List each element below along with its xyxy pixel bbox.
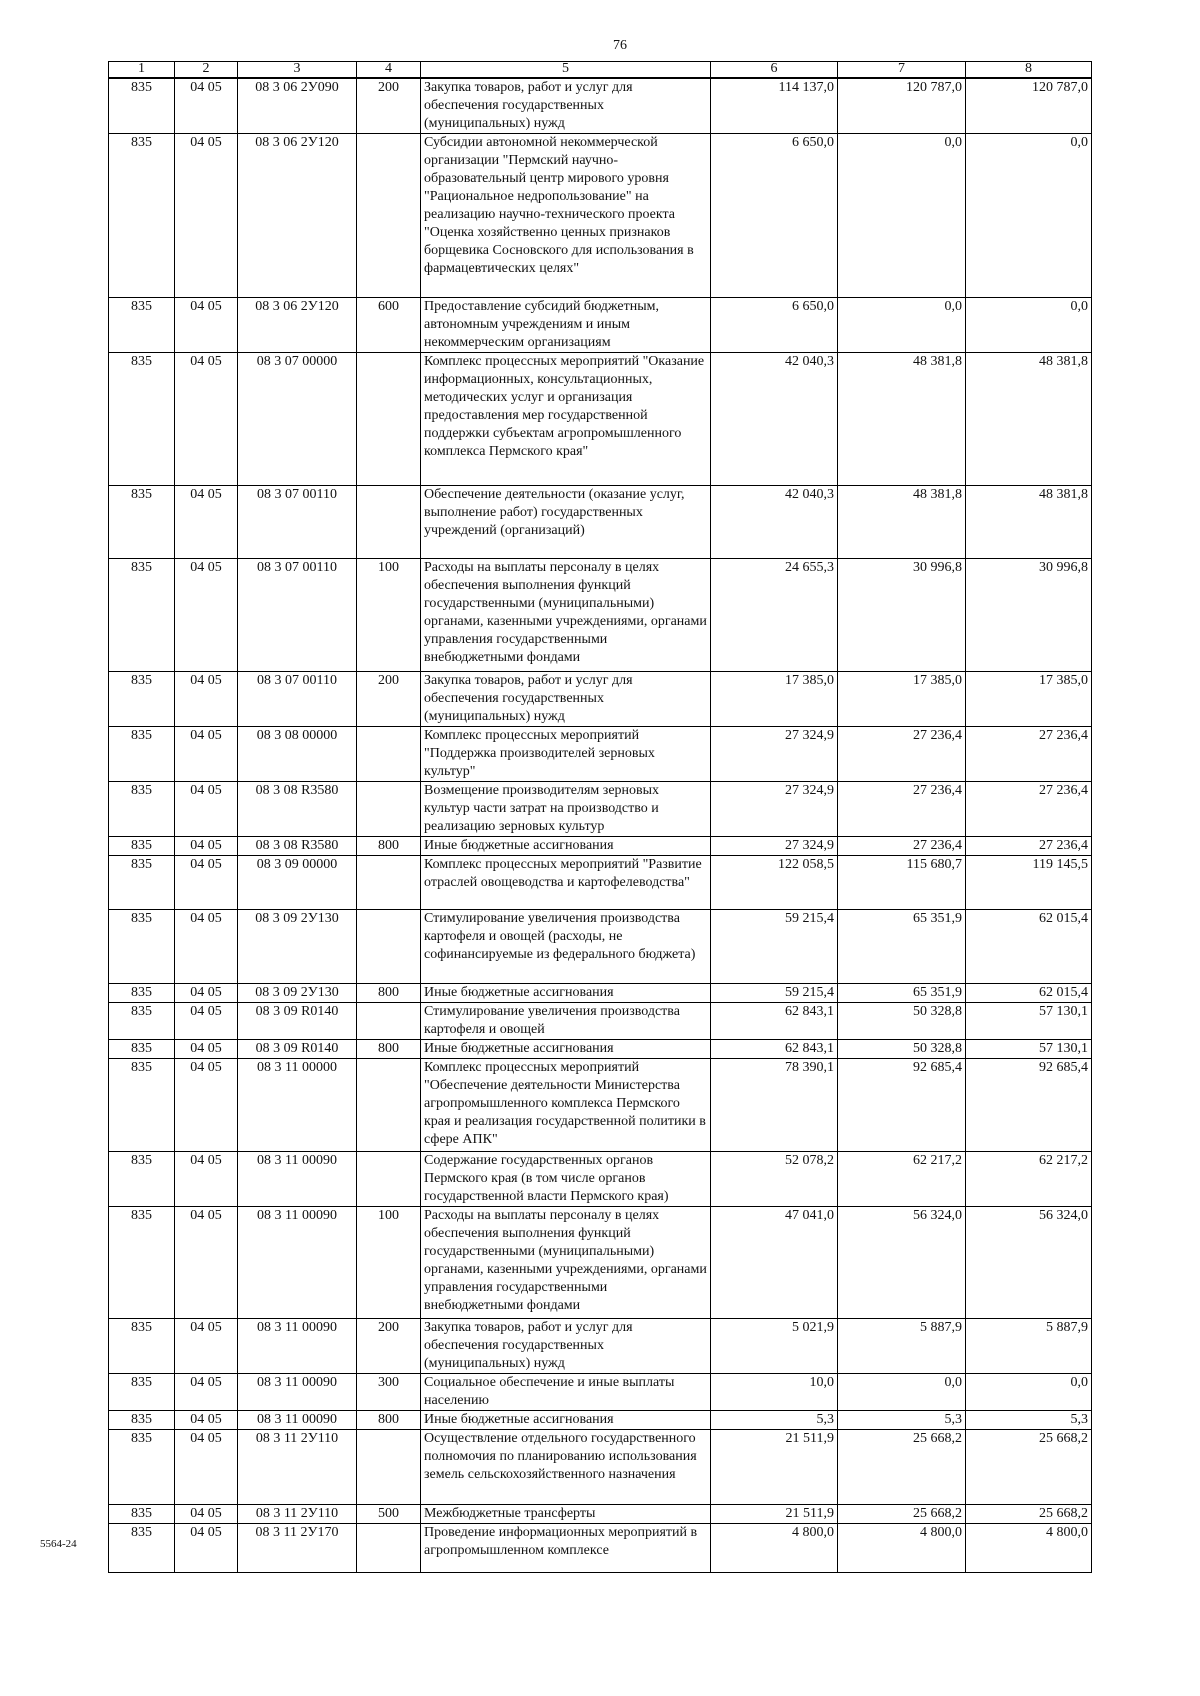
cell-admin-code: 835 <box>109 984 175 1003</box>
cell-amount-col8: 27 236,4 <box>966 837 1092 856</box>
cell-target-article: 08 3 11 00000 <box>238 1059 357 1152</box>
table-row <box>109 984 1092 1003</box>
column-header: 7 <box>838 62 966 79</box>
cell-amount-col8: 62 015,4 <box>966 984 1092 1003</box>
cell-expense-type <box>357 1059 421 1152</box>
cell-section-code: 04 05 <box>175 1003 238 1040</box>
cell-admin-code: 835 <box>109 1505 175 1524</box>
column-header: 6 <box>711 62 838 79</box>
cell-amount-col6: 52 078,2 <box>711 1152 838 1207</box>
cell-amount-col7: 5 887,9 <box>838 1319 966 1374</box>
table-row <box>109 1152 1092 1207</box>
cell-target-article: 08 3 09 00000 <box>238 856 357 910</box>
column-header: 8 <box>966 62 1092 79</box>
cell-amount-col7: 0,0 <box>838 134 966 298</box>
cell-admin-code: 835 <box>109 782 175 837</box>
cell-name: Предоставление субсидий бюджетным, автономным учреждениям и иным некоммерческим организациям <box>421 298 711 353</box>
column-header: 2 <box>175 62 238 79</box>
cell-expense-type <box>357 1430 421 1505</box>
table-row <box>109 782 1092 837</box>
cell-admin-code: 835 <box>109 353 175 486</box>
column-header: 4 <box>357 62 421 79</box>
budget-table <box>108 61 1092 1573</box>
cell-section-code: 04 05 <box>175 353 238 486</box>
cell-admin-code: 835 <box>109 672 175 727</box>
cell-expense-type: 800 <box>357 1411 421 1430</box>
cell-section-code: 04 05 <box>175 856 238 910</box>
cell-expense-type <box>357 134 421 298</box>
cell-target-article: 08 3 11 2У110 <box>238 1505 357 1524</box>
cell-section-code: 04 05 <box>175 1505 238 1524</box>
cell-amount-col7: 0,0 <box>838 1374 966 1411</box>
cell-amount-col6: 6 650,0 <box>711 134 838 298</box>
cell-amount-col7: 30 996,8 <box>838 559 966 672</box>
cell-amount-col6: 24 655,3 <box>711 559 838 672</box>
cell-admin-code: 835 <box>109 1059 175 1152</box>
cell-name: Закупка товаров, работ и услуг для обеспечения государственных (муниципальных) нужд <box>421 1319 711 1374</box>
cell-target-article: 08 3 08 R3580 <box>238 837 357 856</box>
cell-target-article: 08 3 11 00090 <box>238 1207 357 1319</box>
cell-target-article: 08 3 08 00000 <box>238 727 357 782</box>
cell-target-article: 08 3 07 00000 <box>238 353 357 486</box>
cell-section-code: 04 05 <box>175 134 238 298</box>
cell-amount-col6: 27 324,9 <box>711 837 838 856</box>
cell-name: Иные бюджетные ассигнования <box>421 1411 711 1430</box>
cell-amount-col8: 48 381,8 <box>966 486 1092 559</box>
cell-amount-col6: 27 324,9 <box>711 782 838 837</box>
cell-amount-col6: 42 040,3 <box>711 353 838 486</box>
cell-amount-col7: 92 685,4 <box>838 1059 966 1152</box>
cell-amount-col8: 4 800,0 <box>966 1524 1092 1573</box>
cell-expense-type <box>357 486 421 559</box>
cell-section-code: 04 05 <box>175 298 238 353</box>
cell-target-article: 08 3 11 2У170 <box>238 1524 357 1573</box>
cell-expense-type: 800 <box>357 837 421 856</box>
cell-admin-code: 835 <box>109 559 175 672</box>
cell-target-article: 08 3 09 R0140 <box>238 1003 357 1040</box>
cell-expense-type: 600 <box>357 298 421 353</box>
cell-admin-code: 835 <box>109 1003 175 1040</box>
table-row <box>109 1374 1092 1411</box>
cell-amount-col8: 0,0 <box>966 298 1092 353</box>
cell-amount-col6: 47 041,0 <box>711 1207 838 1319</box>
cell-name: Комплекс процессных мероприятий "Развитие отраслей овощеводства и картофелеводства" <box>421 856 711 910</box>
cell-expense-type: 800 <box>357 1040 421 1059</box>
document-code: 5564-24 <box>40 1538 77 1550</box>
cell-target-article: 08 3 06 2У090 <box>238 78 357 134</box>
page-number: 76 <box>613 38 627 53</box>
table-row <box>109 837 1092 856</box>
cell-amount-col7: 17 385,0 <box>838 672 966 727</box>
cell-amount-col7: 65 351,9 <box>838 984 966 1003</box>
cell-section-code: 04 05 <box>175 1059 238 1152</box>
cell-amount-col6: 42 040,3 <box>711 486 838 559</box>
cell-target-article: 08 3 09 2У130 <box>238 984 357 1003</box>
cell-amount-col6: 21 511,9 <box>711 1505 838 1524</box>
cell-amount-col8: 119 145,5 <box>966 856 1092 910</box>
cell-amount-col8: 27 236,4 <box>966 727 1092 782</box>
cell-amount-col8: 25 668,2 <box>966 1430 1092 1505</box>
cell-admin-code: 835 <box>109 1430 175 1505</box>
cell-amount-col6: 78 390,1 <box>711 1059 838 1152</box>
cell-amount-col8: 120 787,0 <box>966 78 1092 134</box>
table-row <box>109 672 1092 727</box>
cell-target-article: 08 3 11 00090 <box>238 1374 357 1411</box>
cell-name: Закупка товаров, работ и услуг для обеспечения государственных (муниципальных) нужд <box>421 78 711 134</box>
cell-expense-type: 200 <box>357 672 421 727</box>
cell-expense-type <box>357 856 421 910</box>
cell-name: Обеспечение деятельности (оказание услуг, выполнение работ) государственных учреждений (организаций) <box>421 486 711 559</box>
table-row <box>109 298 1092 353</box>
cell-amount-col8: 5 887,9 <box>966 1319 1092 1374</box>
cell-expense-type <box>357 1003 421 1040</box>
cell-amount-col7: 25 668,2 <box>838 1430 966 1505</box>
cell-amount-col7: 27 236,4 <box>838 837 966 856</box>
cell-amount-col8: 48 381,8 <box>966 353 1092 486</box>
cell-amount-col8: 17 385,0 <box>966 672 1092 727</box>
cell-amount-col6: 10,0 <box>711 1374 838 1411</box>
cell-amount-col8: 57 130,1 <box>966 1003 1092 1040</box>
cell-name: Осуществление отдельного государственного полномочия по планированию использования земель сельскохозяйственного назначения <box>421 1430 711 1505</box>
cell-amount-col7: 27 236,4 <box>838 727 966 782</box>
cell-expense-type: 800 <box>357 984 421 1003</box>
table-row <box>109 1505 1092 1524</box>
cell-name: Комплекс процессных мероприятий "Поддержка производителей зерновых культур" <box>421 727 711 782</box>
cell-name: Иные бюджетные ассигнования <box>421 1040 711 1059</box>
cell-section-code: 04 05 <box>175 78 238 134</box>
cell-name: Субсидии автономной некоммерческой организации "Пермский научно-образовательный центр мирового уровня "Рациональное недропользование" на реализацию научно-технического проекта "Оценка хозяйственно ценных признаков борщевика Сосновского для использования в фармацевтических целях" <box>421 134 711 298</box>
cell-admin-code: 835 <box>109 1040 175 1059</box>
cell-admin-code: 835 <box>109 1152 175 1207</box>
column-header: 5 <box>421 62 711 79</box>
cell-target-article: 08 3 09 R0140 <box>238 1040 357 1059</box>
cell-amount-col6: 5 021,9 <box>711 1319 838 1374</box>
cell-admin-code: 835 <box>109 1319 175 1374</box>
cell-expense-type <box>357 727 421 782</box>
cell-amount-col7: 25 668,2 <box>838 1505 966 1524</box>
cell-name: Комплекс процессных мероприятий "Оказание информационных, консультационных, методических услуг и организация предоставления мер государственной поддержки субъектам агропромышленного комплекса Пермского края" <box>421 353 711 486</box>
cell-amount-col6: 59 215,4 <box>711 984 838 1003</box>
cell-expense-type <box>357 1524 421 1573</box>
cell-section-code: 04 05 <box>175 1040 238 1059</box>
table-row <box>109 856 1092 910</box>
cell-admin-code: 835 <box>109 1207 175 1319</box>
column-header: 1 <box>109 62 175 79</box>
cell-admin-code: 835 <box>109 134 175 298</box>
cell-admin-code: 835 <box>109 486 175 559</box>
cell-section-code: 04 05 <box>175 672 238 727</box>
table-row <box>109 486 1092 559</box>
cell-expense-type <box>357 1152 421 1207</box>
cell-amount-col6: 5,3 <box>711 1411 838 1430</box>
cell-expense-type: 200 <box>357 1319 421 1374</box>
cell-amount-col6: 6 650,0 <box>711 298 838 353</box>
cell-amount-col6: 21 511,9 <box>711 1430 838 1505</box>
cell-target-article: 08 3 11 00090 <box>238 1411 357 1430</box>
cell-admin-code: 835 <box>109 1374 175 1411</box>
cell-amount-col8: 62 015,4 <box>966 910 1092 984</box>
cell-amount-col7: 48 381,8 <box>838 353 966 486</box>
cell-amount-col8: 56 324,0 <box>966 1207 1092 1319</box>
cell-expense-type: 500 <box>357 1505 421 1524</box>
table-row <box>109 78 1092 134</box>
table-row <box>109 353 1092 486</box>
cell-amount-col6: 27 324,9 <box>711 727 838 782</box>
cell-admin-code: 835 <box>109 78 175 134</box>
cell-section-code: 04 05 <box>175 910 238 984</box>
cell-amount-col7: 48 381,8 <box>838 486 966 559</box>
cell-target-article: 08 3 06 2У120 <box>238 298 357 353</box>
cell-target-article: 08 3 11 00090 <box>238 1152 357 1207</box>
cell-name: Содержание государственных органов Пермского края (в том числе органов государственной власти Пермского края) <box>421 1152 711 1207</box>
cell-section-code: 04 05 <box>175 782 238 837</box>
cell-section-code: 04 05 <box>175 1207 238 1319</box>
cell-admin-code: 835 <box>109 727 175 782</box>
cell-amount-col7: 62 217,2 <box>838 1152 966 1207</box>
cell-section-code: 04 05 <box>175 837 238 856</box>
table-row <box>109 1430 1092 1505</box>
cell-section-code: 04 05 <box>175 727 238 782</box>
cell-expense-type <box>357 353 421 486</box>
cell-name: Социальное обеспечение и иные выплаты населению <box>421 1374 711 1411</box>
cell-amount-col7: 0,0 <box>838 298 966 353</box>
table-row <box>109 1207 1092 1319</box>
column-header: 3 <box>238 62 357 79</box>
cell-name: Иные бюджетные ассигнования <box>421 984 711 1003</box>
cell-name: Стимулирование увеличения производства картофеля и овощей (расходы, не софинансируемые из федерального бюджета) <box>421 910 711 984</box>
cell-name: Проведение информационных мероприятий в агропромышленном комплексе <box>421 1524 711 1573</box>
cell-target-article: 08 3 09 2У130 <box>238 910 357 984</box>
cell-amount-col8: 5,3 <box>966 1411 1092 1430</box>
cell-section-code: 04 05 <box>175 1319 238 1374</box>
cell-amount-col6: 4 800,0 <box>711 1524 838 1573</box>
cell-expense-type: 100 <box>357 559 421 672</box>
table-row <box>109 1040 1092 1059</box>
cell-amount-col8: 0,0 <box>966 1374 1092 1411</box>
table-row <box>109 134 1092 298</box>
cell-amount-col8: 30 996,8 <box>966 559 1092 672</box>
cell-target-article: 08 3 07 00110 <box>238 486 357 559</box>
cell-amount-col7: 50 328,8 <box>838 1003 966 1040</box>
cell-amount-col7: 115 680,7 <box>838 856 966 910</box>
cell-amount-col7: 4 800,0 <box>838 1524 966 1573</box>
cell-name: Расходы на выплаты персоналу в целях обеспечения выполнения функций государственными (муниципальными) органами, казенными учреждениями, органами управления государственными внебюджетными фондами <box>421 1207 711 1319</box>
cell-target-article: 08 3 11 2У110 <box>238 1430 357 1505</box>
cell-admin-code: 835 <box>109 1411 175 1430</box>
cell-expense-type <box>357 782 421 837</box>
cell-admin-code: 835 <box>109 1524 175 1573</box>
cell-amount-col7: 5,3 <box>838 1411 966 1430</box>
cell-amount-col7: 65 351,9 <box>838 910 966 984</box>
cell-section-code: 04 05 <box>175 984 238 1003</box>
cell-target-article: 08 3 08 R3580 <box>238 782 357 837</box>
cell-admin-code: 835 <box>109 837 175 856</box>
table-row <box>109 1059 1092 1152</box>
cell-section-code: 04 05 <box>175 486 238 559</box>
cell-name: Расходы на выплаты персоналу в целях обеспечения выполнения функций государственными (муниципальными) органами, казенными учреждениями, органами управления государственными внебюджетными фондами <box>421 559 711 672</box>
cell-amount-col7: 27 236,4 <box>838 782 966 837</box>
cell-section-code: 04 05 <box>175 1152 238 1207</box>
cell-amount-col8: 62 217,2 <box>966 1152 1092 1207</box>
cell-target-article: 08 3 06 2У120 <box>238 134 357 298</box>
cell-section-code: 04 05 <box>175 1374 238 1411</box>
cell-amount-col7: 50 328,8 <box>838 1040 966 1059</box>
cell-expense-type: 300 <box>357 1374 421 1411</box>
cell-name: Стимулирование увеличения производства картофеля и овощей <box>421 1003 711 1040</box>
cell-target-article: 08 3 07 00110 <box>238 672 357 727</box>
table-row <box>109 910 1092 984</box>
cell-name: Межбюджетные трансферты <box>421 1505 711 1524</box>
table-row <box>109 1319 1092 1374</box>
cell-target-article: 08 3 11 00090 <box>238 1319 357 1374</box>
cell-name: Иные бюджетные ассигнования <box>421 837 711 856</box>
cell-amount-col6: 114 137,0 <box>711 78 838 134</box>
cell-section-code: 04 05 <box>175 1411 238 1430</box>
table-row <box>109 1003 1092 1040</box>
cell-target-article: 08 3 07 00110 <box>238 559 357 672</box>
cell-amount-col7: 120 787,0 <box>838 78 966 134</box>
cell-admin-code: 835 <box>109 856 175 910</box>
table-row <box>109 727 1092 782</box>
cell-name: Закупка товаров, работ и услуг для обеспечения государственных (муниципальных) нужд <box>421 672 711 727</box>
cell-section-code: 04 05 <box>175 1430 238 1505</box>
cell-section-code: 04 05 <box>175 559 238 672</box>
cell-amount-col8: 92 685,4 <box>966 1059 1092 1152</box>
header-row <box>109 62 1092 79</box>
cell-section-code: 04 05 <box>175 1524 238 1573</box>
cell-name: Возмещение производителям зерновых культур части затрат на производство и реализацию зерновых культур <box>421 782 711 837</box>
cell-amount-col8: 57 130,1 <box>966 1040 1092 1059</box>
table-row <box>109 559 1092 672</box>
table-row <box>109 1524 1092 1573</box>
cell-expense-type <box>357 910 421 984</box>
cell-admin-code: 835 <box>109 910 175 984</box>
cell-admin-code: 835 <box>109 298 175 353</box>
cell-amount-col6: 122 058,5 <box>711 856 838 910</box>
cell-amount-col6: 62 843,1 <box>711 1040 838 1059</box>
cell-amount-col8: 0,0 <box>966 134 1092 298</box>
cell-amount-col6: 62 843,1 <box>711 1003 838 1040</box>
cell-amount-col8: 25 668,2 <box>966 1505 1092 1524</box>
cell-amount-col6: 17 385,0 <box>711 672 838 727</box>
cell-amount-col6: 59 215,4 <box>711 910 838 984</box>
cell-name: Комплекс процессных мероприятий "Обеспечение деятельности Министерства агропромышленного комплекса Пермского края и реализация государственной политики в сфере АПК" <box>421 1059 711 1152</box>
cell-amount-col8: 27 236,4 <box>966 782 1092 837</box>
table-row <box>109 1411 1092 1430</box>
cell-expense-type: 100 <box>357 1207 421 1319</box>
cell-amount-col7: 56 324,0 <box>838 1207 966 1319</box>
cell-expense-type: 200 <box>357 78 421 134</box>
